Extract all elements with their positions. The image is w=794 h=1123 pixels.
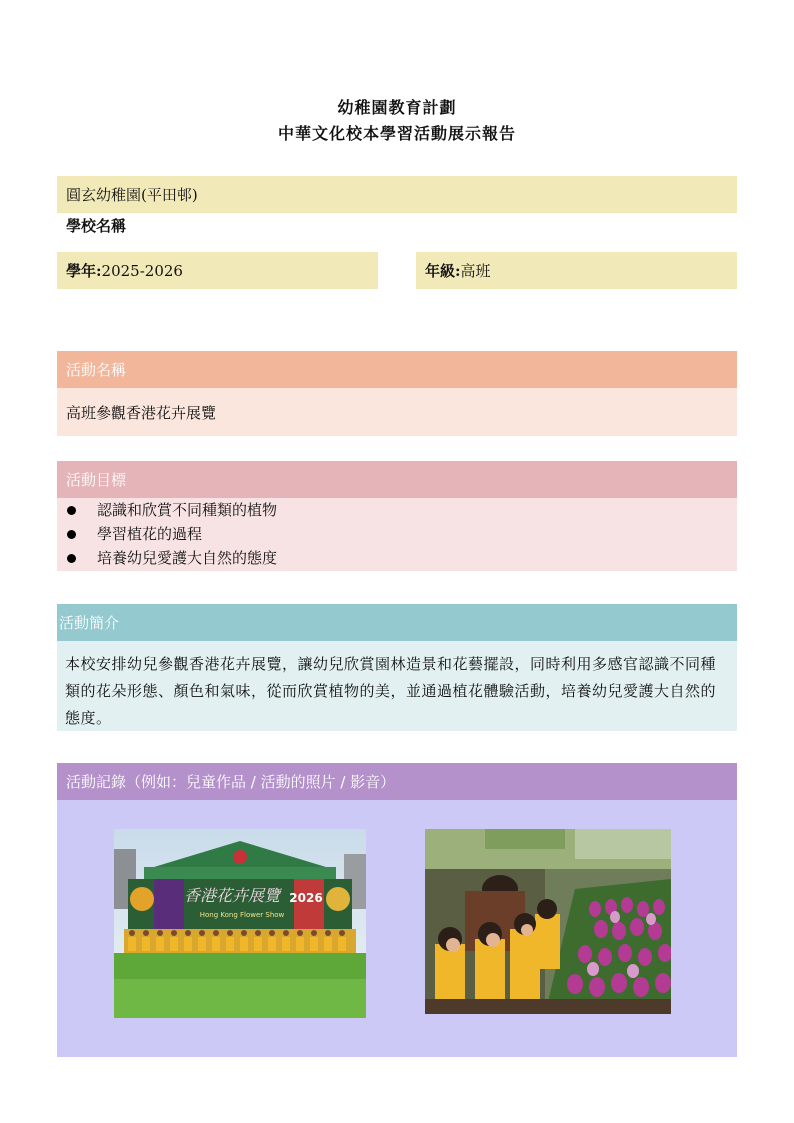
school-name-value: 圓玄幼稚園(平田邨) bbox=[66, 186, 198, 204]
list-item: 認識和欣賞不同種類的植物 bbox=[57, 498, 737, 522]
activity-goals-header bbox=[57, 461, 737, 498]
school-year-label: 學年: bbox=[66, 262, 102, 280]
grade-field bbox=[416, 252, 737, 289]
school-name-field bbox=[57, 176, 737, 213]
activity-name-body bbox=[57, 388, 737, 436]
school-name-label: 學校名稱 bbox=[66, 217, 127, 235]
document-subtitle: 中華文化校本學習活動展示報告 bbox=[277, 124, 516, 143]
grade-label: 年級: bbox=[425, 262, 461, 280]
group-photo bbox=[114, 829, 366, 1018]
sign-english: Hong Kong Flower Show bbox=[199, 911, 285, 919]
activity-intro-body bbox=[57, 641, 737, 731]
activity-goals-body bbox=[57, 498, 737, 571]
activity-name-header bbox=[57, 351, 737, 388]
planting-photo bbox=[425, 829, 671, 1014]
activity-goals-heading: 活動目標 bbox=[66, 471, 127, 489]
school-year-value: 2025-2026 bbox=[101, 261, 183, 280]
activity-record-heading: 活動記錄（例如：兒童作品 / 活動的照片 / 影音） bbox=[66, 773, 396, 791]
list-item: 培養幼兒愛護大自然的態度 bbox=[57, 546, 737, 570]
activity-intro-header bbox=[57, 604, 737, 641]
activity-goals-list bbox=[57, 498, 737, 570]
activity-intro-text: 本校安排幼兒參觀香港花卉展覽，讓幼兒欣賞園林造景和花藝擺設，同時利用多感官認識不同種類的花朵形態、顏色和氣味，從而欣賞植物的美，並通過植花體驗活動，培養幼兒愛護大自然的態度。 bbox=[65, 655, 717, 727]
activity-record-header bbox=[57, 763, 737, 800]
grade-value: 高班 bbox=[460, 262, 491, 280]
activity-name-value: 高班參觀香港花卉展覽 bbox=[66, 403, 217, 422]
list-item: 學習植花的過程 bbox=[57, 522, 737, 546]
bullet-icon bbox=[67, 506, 76, 515]
sign-title: 香港花卉展覽 bbox=[183, 886, 281, 905]
sign-year: 2026 bbox=[289, 891, 323, 905]
activity-intro-heading: 活動簡介 bbox=[59, 614, 120, 632]
activity-name-heading: 活動名稱 bbox=[66, 361, 127, 379]
school-year-field bbox=[57, 252, 378, 289]
bullet-icon bbox=[67, 530, 76, 539]
document-title: 幼稚園教育計劃 bbox=[337, 98, 457, 117]
bullet-icon bbox=[67, 554, 76, 563]
